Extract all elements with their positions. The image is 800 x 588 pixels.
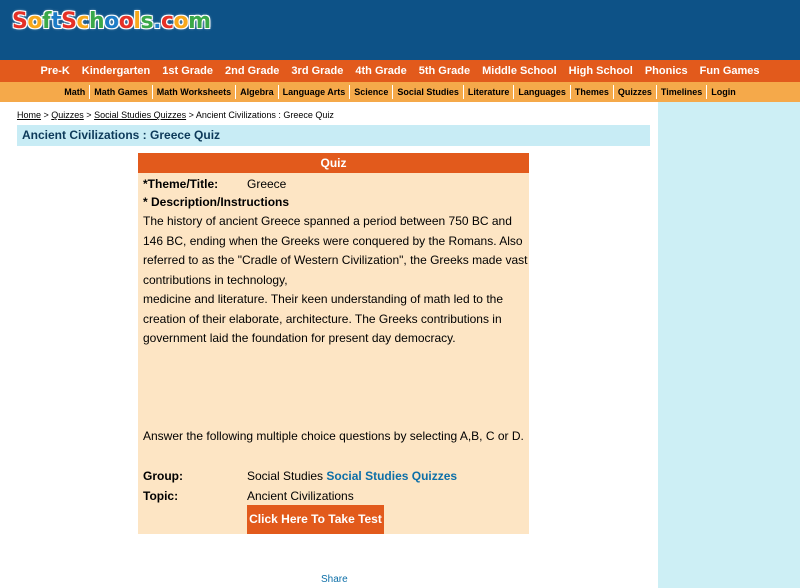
breadcrumb	[17, 110, 334, 120]
page-title: Ancient Civilizations : Greece Quiz	[22, 128, 221, 142]
logo-letter: o	[173, 9, 189, 34]
primary-nav-item[interactable]: 4th Grade	[355, 65, 407, 77]
primary-nav-item[interactable]: Middle School	[482, 65, 557, 77]
secondary-nav-item[interactable]: Login	[706, 85, 740, 99]
primary-nav-item[interactable]: Pre-K	[40, 65, 70, 77]
logo-letter: m	[188, 9, 211, 34]
share-link[interactable]: Share	[321, 574, 348, 585]
page-title-bar	[17, 125, 650, 146]
logo-letter: o	[118, 9, 134, 34]
primary-nav-item[interactable]: Phonics	[644, 65, 688, 77]
logo-letter: o	[104, 9, 119, 34]
primary-nav-item[interactable]: 3rd Grade	[291, 65, 344, 77]
take-test-button[interactable]: Click Here To Take Test	[247, 505, 384, 534]
breadcrumb-current: Ancient Civilizations : Greece Quiz	[195, 110, 334, 120]
logo-letter: S	[61, 9, 77, 34]
secondary-nav-item[interactable]: Math	[64, 87, 86, 97]
logo-letter: c	[76, 9, 89, 34]
primary-nav-item[interactable]: 2nd Grade	[225, 65, 280, 77]
theme-label: *Theme/Title:	[143, 177, 219, 191]
primary-nav-item[interactable]: High School	[568, 65, 633, 77]
secondary-nav-item[interactable]: Algebra	[235, 85, 278, 99]
secondary-nav-item[interactable]: Languages	[513, 85, 570, 99]
primary-nav-item[interactable]: Kindergarten	[81, 65, 151, 77]
breadcrumb-separator: >	[186, 110, 196, 120]
site-header	[0, 0, 800, 60]
breadcrumb-social-studies[interactable]: Social Studies Quizzes	[94, 110, 187, 120]
logo-letter: f	[41, 9, 52, 34]
description-paragraph: medicine and literature. Their keen understanding of math led to the creation of their elaborate, architecture. The Greeks contributions in government laid the foundation for present day democracy.	[143, 292, 503, 345]
logo-letter: s	[140, 9, 154, 34]
topic-label: Topic:	[143, 489, 179, 503]
secondary-nav-item[interactable]: Science	[349, 85, 392, 99]
breadcrumb-separator: >	[41, 110, 52, 120]
description-paragraph: The history of ancient Greece spanned a period between 750 BC and 146 BC, ending when the Greeks were conquered by the Romans. Also referred to as the "Cradle of Western Civilization", the Greeks made vast contributions in technology,	[143, 214, 528, 287]
logo-letter: S	[12, 9, 28, 34]
right-sidebar	[658, 102, 800, 588]
primary-nav-item[interactable]: 5th Grade	[418, 65, 471, 77]
instructions-text: Answer the following multiple choice questions by selecting A,B, C or D.	[143, 429, 524, 443]
breadcrumb-quizzes[interactable]: Quizzes	[51, 110, 84, 120]
topic-value: Ancient Civilizations	[247, 489, 354, 503]
logo-letter: h	[89, 9, 105, 34]
group-label: Group:	[143, 469, 183, 483]
description-label: * Description/Instructions	[143, 195, 290, 209]
group-value	[247, 469, 457, 483]
secondary-nav-item[interactable]: Quizzes	[613, 85, 656, 99]
theme-value: Greece	[247, 177, 287, 191]
logo-letter: .	[153, 9, 161, 34]
quiz-panel	[138, 153, 529, 534]
site-logo[interactable]	[12, 9, 211, 34]
logo-letter: o	[27, 9, 42, 34]
secondary-nav	[0, 82, 800, 102]
primary-nav-item[interactable]: Fun Games	[699, 65, 760, 77]
secondary-nav-item[interactable]: Timelines	[656, 85, 706, 99]
secondary-nav-item[interactable]: Social Studies	[392, 85, 463, 99]
logo-letter: l	[133, 9, 141, 34]
secondary-nav-item[interactable]: Literature	[463, 85, 514, 99]
secondary-nav-item[interactable]: Math Games	[89, 85, 152, 99]
breadcrumb-separator: >	[83, 110, 95, 120]
secondary-nav-item[interactable]: Themes	[570, 85, 613, 99]
group-name: Social Studies	[247, 469, 324, 483]
primary-nav-item[interactable]: 1st Grade	[162, 65, 214, 77]
secondary-nav-item[interactable]: Math Worksheets	[152, 85, 235, 99]
logo-letter: t	[51, 9, 62, 34]
breadcrumb-home[interactable]: Home	[17, 110, 42, 120]
logo-letter: c	[160, 9, 174, 34]
primary-nav	[0, 60, 800, 82]
social-studies-quizzes-link[interactable]: Social Studies Quizzes	[326, 469, 458, 483]
secondary-nav-item[interactable]: Language Arts	[278, 85, 350, 99]
quiz-header: Quiz	[138, 153, 529, 173]
description-text	[143, 212, 528, 349]
